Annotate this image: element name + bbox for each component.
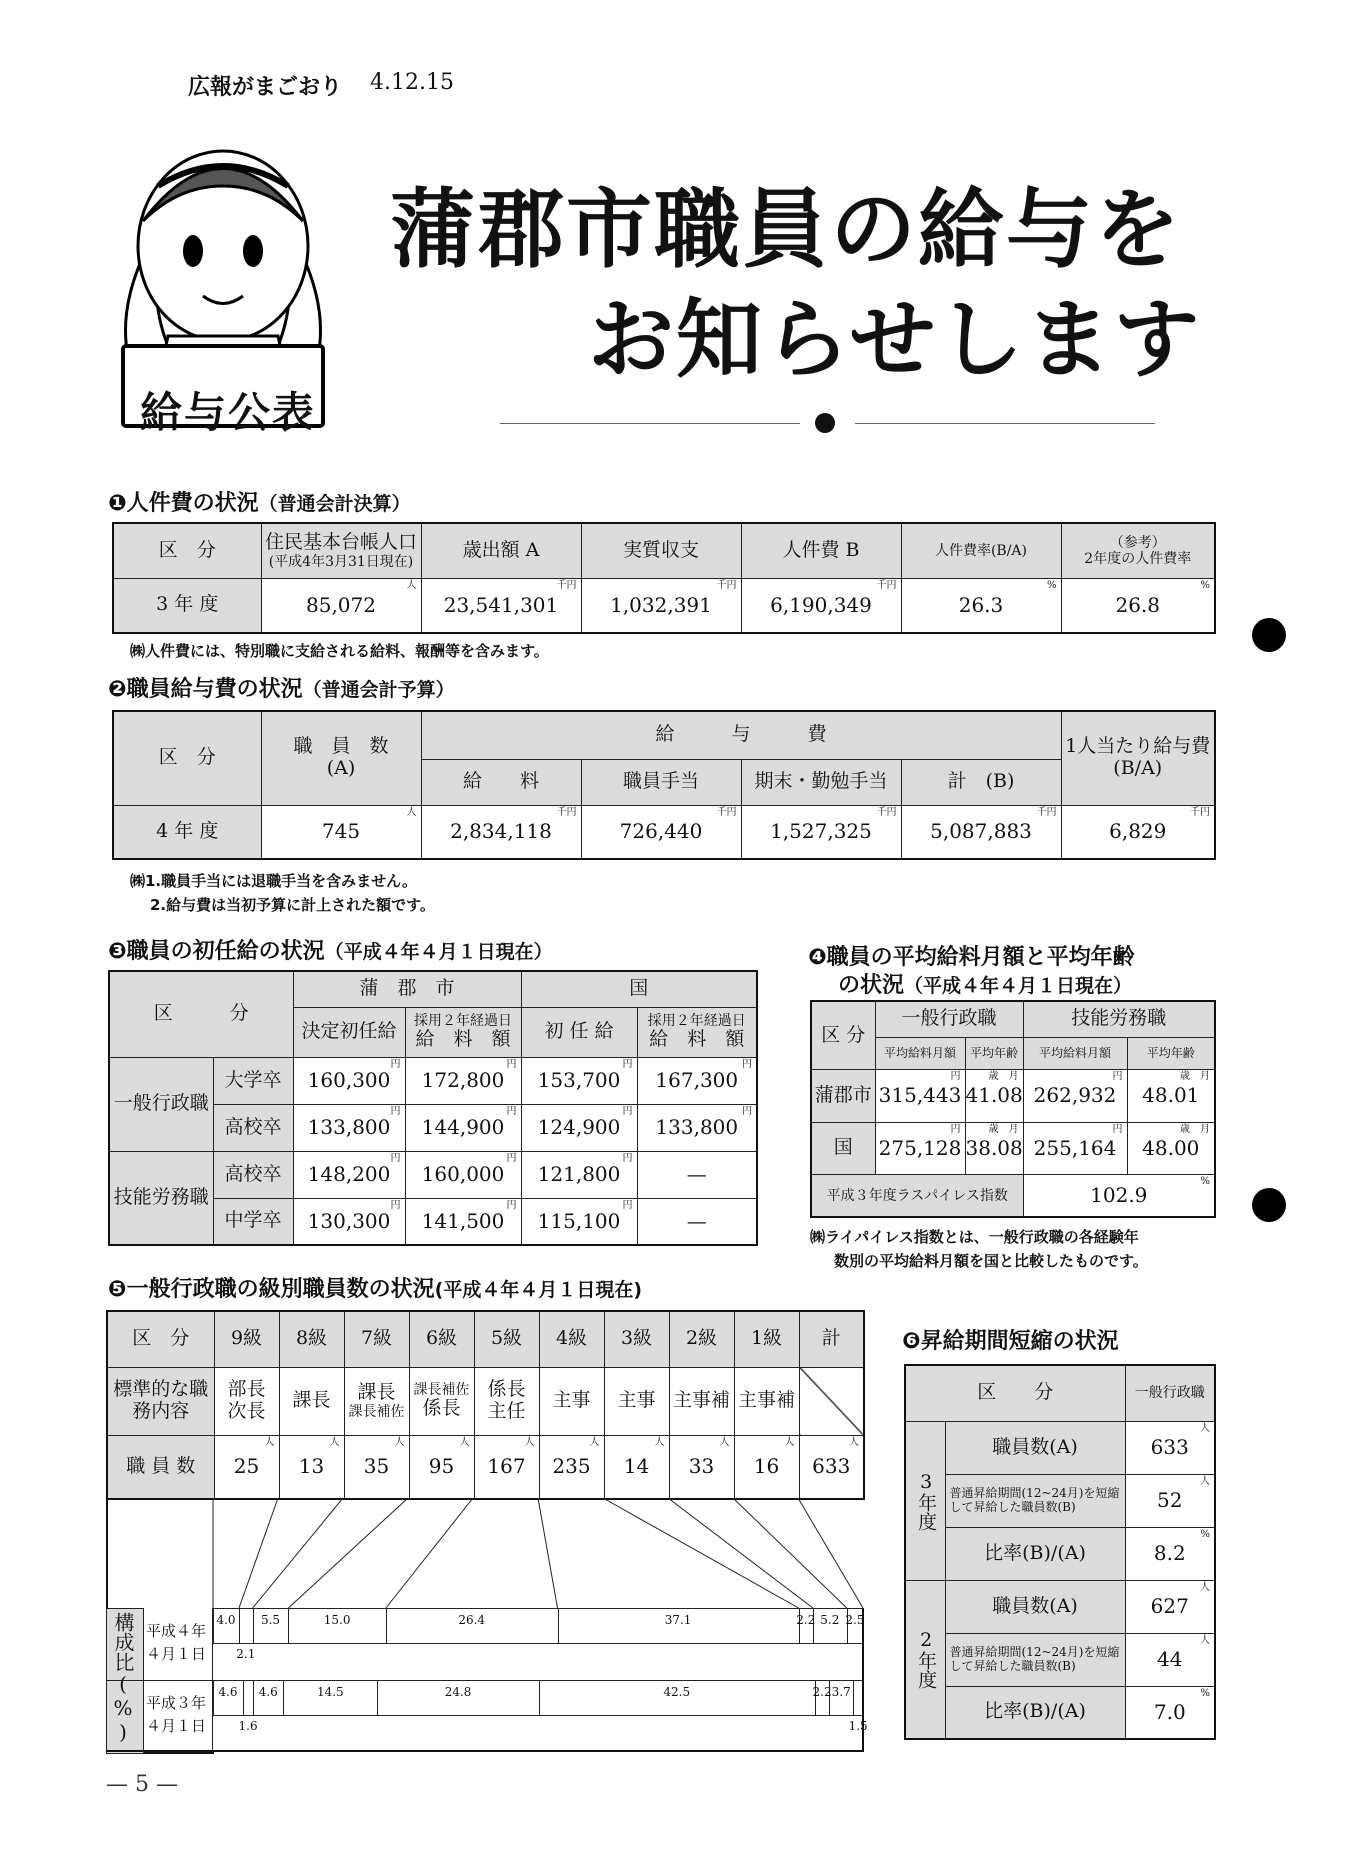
s3-h-kubun: 区 分 [109,971,293,1057]
page-title-line1: 蒲郡市職員の給与を [390,180,1182,280]
s5-count: 人 235 [539,1435,604,1499]
s1-row-label: 3 年 度 [113,578,261,633]
ratio-segment-label: 24.8 [444,1685,472,1699]
s2-row-label: 4 年 度 [113,805,261,859]
s1-population: 人 85,072 [261,578,421,633]
s2-teate: 千円 726,440 [581,805,741,859]
publication-name: 広報がまごおり [188,75,343,100]
ratio-segment-label: 5.2 [820,1613,840,1627]
ratio-segment-label: 15.0 [323,1613,351,1627]
s3-cell: 円 172,800 [405,1057,521,1104]
s3-h-saiyo-nation: 採用２年経過日 給 料 額 [637,1007,757,1057]
s5-count: 人 13 [279,1435,344,1499]
s5-title: ❺一般行政職の級別職員数の状況(平成４年４月１日現在) [108,1277,643,1302]
s5-grade: 8級 [279,1311,344,1367]
ratio-segment-label: 14.5 [316,1685,344,1699]
s6-row-key: 普通昇給期間(12~24月)を短縮して昇給した職員数(B) [945,1474,1125,1527]
s2-staff: 人 745 [261,805,421,859]
s6-title: ❻昇給期間短縮の状況 [902,1329,1119,1354]
s1-h-personnel: 人件費 B [741,523,901,578]
s3-cell: 円 133,800 [293,1104,405,1151]
s6-row-val: 人 52 [1125,1474,1215,1527]
s1-expenditure: 千円 23,541,301 [421,578,581,633]
s4-cell: 歳 月 38.08 [965,1122,1023,1174]
s5-ratio-row-label: 平成４年 ４月１日 [146,1622,207,1663]
ratio-connector-line [733,1498,847,1608]
s3-cell: 円 148,200 [293,1151,405,1198]
ratio-segment-label: 4.0 [216,1613,236,1627]
s4-row-label: 蒲郡市 [811,1070,875,1122]
s4-cell: 歳 月 41.08 [965,1070,1023,1122]
ratio-segment-label: 2.2 [812,1685,832,1699]
s2-h-kimatsu: 期末・勤勉手当 [741,759,901,805]
s2-title: ❷職員給与費の状況（普通会計予算） [108,677,455,702]
s2-h-salary-cost: 給 与 費 [421,711,1061,759]
s5-count: 人 35 [344,1435,409,1499]
s5-count-label: 職 員 数 [107,1435,214,1499]
s4-laspeyres-label: 平成３年度ラスパイレス指数 [811,1175,1023,1217]
ratio-connector-line [288,1498,408,1608]
s5-grade: 2級 [669,1311,734,1367]
s6-year-label: 3年度 [905,1421,945,1580]
s6-year-label: 2年度 [905,1580,945,1739]
s5-ratio-row-label: 平成３年 ４月１日 [146,1694,207,1735]
s3-cell: 円 115,100 [521,1198,637,1245]
s6-row-val: 人 44 [1125,1633,1215,1686]
ratio-connector-line [538,1498,558,1608]
s4-laspeyres-value: % 102.9 [1023,1175,1215,1217]
ratio-connector-line [253,1498,343,1608]
s4-h-avg-age: 平均年齢 [965,1037,1023,1069]
s1-ref-rate: % 26.8 [1061,578,1215,633]
s3-h-city: 蒲 郡 市 [293,971,521,1007]
s3-cell: 円 133,800 [637,1104,757,1151]
s4-h-kubun: 区 分 [811,1001,875,1070]
s4-cell: 円 255,164 [1023,1122,1127,1174]
s4-h-avg-salary: 平均給料月額 [1023,1037,1127,1069]
s4-cell: 歳 月 48.00 [1127,1122,1215,1174]
s3-edu: 高校卒 [213,1104,293,1151]
s1-h-balance: 実質収支 [581,523,741,578]
s4-row-label: 国 [811,1122,875,1174]
s5-grade: 7級 [344,1311,409,1367]
s6-row-val: 人 633 [1125,1421,1215,1474]
s1-h-rate: 人件費率(B/A) [901,523,1061,578]
s5-duty: 課長補佐 係長 [409,1367,474,1435]
ratio-connector-line [239,1498,278,1608]
s5-count: 人 14 [604,1435,669,1499]
s1-h-expenditure: 歳出額 A [421,523,581,578]
ratio-connector-line [668,1498,813,1608]
s4-title-line2: の状況（平成４年４月１日現在） [838,973,1133,998]
s5-count: 人 25 [214,1435,279,1499]
s6-table [904,1364,1216,1740]
s2-kyuryo: 千円 2,834,118 [421,805,581,859]
s2-h-kyuryo: 給 料 [421,759,581,805]
s3-cell: 円 160,000 [405,1151,521,1198]
s5-count: 人 633 [799,1435,864,1499]
ratio-segment-label: 4.6 [258,1685,278,1699]
s3-cell: — [637,1198,757,1245]
s3-cell: 円 124,900 [521,1104,637,1151]
s6-row-key: 普通昇給期間(12~24月)を短縮して昇給した職員数(B) [945,1633,1125,1686]
ratio-connector-line [603,1498,799,1608]
page-title-line2: お知らせします [588,290,1202,390]
ratio-segment-label: 42.5 [663,1685,691,1699]
s2-h-per-person: 1人当たり給与費 (B/A) [1061,711,1215,805]
badge-label: 給与公表 [140,388,317,437]
s5-duty: 主事補 [669,1367,734,1435]
s1-personnel: 千円 6,190,349 [741,578,901,633]
s5-grade: 5級 [474,1311,539,1367]
s3-cell: 円 160,300 [293,1057,405,1104]
s5-duty: 主事補 [734,1367,799,1435]
ratio-segment-label: 4.6 [218,1685,238,1699]
s6-row-key: 比率(B)/(A) [945,1686,1125,1739]
s3-cell: — [637,1151,757,1198]
s5-grade: 計 [799,1311,864,1367]
s3-cell: 円 130,300 [293,1198,405,1245]
s2-h-teate: 職員手当 [581,759,741,805]
s2-h-total: 計 (B) [901,759,1061,805]
s4-h-avg-salary: 平均給料月額 [875,1037,965,1069]
s3-cell: 円 121,800 [521,1151,637,1198]
s6-h-kubun: 区 分 [905,1365,1125,1421]
s3-group-ippan: 一般行政職 [109,1057,213,1151]
s5-duty: 部長 次長 [214,1367,279,1435]
s4-note-2: 数別の平均給料月額を国と比較したものです。 [834,1252,1148,1270]
s3-cell: 円 167,300 [637,1057,757,1104]
s5-duty: 課長 [279,1367,344,1435]
s5-grade: 3級 [604,1311,669,1367]
s2-total: 千円 5,087,883 [901,805,1061,859]
ratio-segment-label: 26.4 [458,1613,486,1627]
s3-group-gino: 技能労務職 [109,1151,213,1245]
s5-duty: 課長 課長補佐 [344,1367,409,1435]
s5-grade: 4級 [539,1311,604,1367]
s1-balance: 千円 1,032,391 [581,578,741,633]
s5-grade: 1級 [734,1311,799,1367]
ratio-connector-line [386,1498,473,1608]
s5-duty: 係長 主任 [474,1367,539,1435]
page-number: — 5 — [106,1772,178,1797]
ratio-segment-label: 37.1 [664,1613,692,1627]
publication-date: 4.12.15 [370,70,454,95]
s6-row-key: 職員数(A) [945,1580,1125,1633]
s4-cell: 円 262,932 [1023,1070,1127,1122]
s1-h-ref: （参考） 2年度の人件費率 [1061,523,1215,578]
s3-cell: 円 153,700 [521,1057,637,1104]
s6-row-val: % 7.0 [1125,1686,1215,1739]
s3-title: ❸職員の初任給の状況（平成４年４月１日現在） [108,939,553,964]
s2-kimatsu: 千円 1,527,325 [741,805,901,859]
s1-h-kubun: 区 分 [113,523,261,578]
s5-duty-label: 標準的な職務内容 [107,1367,214,1435]
s3-cell: 円 141,500 [405,1198,521,1245]
s1-note: ㈱人件費には、特別職に支給される給料、報酬等を含みます。 [130,642,549,660]
s4-cell: 円 275,128 [875,1122,965,1174]
s1-rate: % 26.3 [901,578,1061,633]
s5-count: 人 33 [669,1435,734,1499]
s2-per-person: 千円 6,829 [1061,805,1215,859]
s4-note-1: ㈱ライパイレス指数とは、一般行政職の各経験年 [810,1228,1139,1246]
s5-duty: 主事 [604,1367,669,1435]
ratio-segment-label: 2.1 [236,1647,256,1661]
s6-row-key: 職員数(A) [945,1421,1125,1474]
s4-cell: 円 315,443 [875,1070,965,1122]
s3-edu: 中学卒 [213,1198,293,1245]
s2-note-1: ㈱1.職員手当には退職手当を含みません。 [130,872,418,890]
s5-grade: 9級 [214,1311,279,1367]
s6-row-val: 人 627 [1125,1580,1215,1633]
s5-count: 人 16 [734,1435,799,1499]
s4-cell: 歳 月 48.01 [1127,1070,1215,1122]
ratio-segment-label: 1.5 [848,1719,868,1733]
s4-h-gino: 技能労務職 [1023,1001,1215,1037]
s3-h-saiyo-city: 採用２年経過日 給 料 額 [405,1007,521,1057]
s4-h-ippan: 一般行政職 [875,1001,1023,1037]
s4-title-line1: ❹職員の平均給料月額と平均年齢 [808,945,1135,970]
s5-grade: 区 分 [107,1311,214,1367]
s3-edu: 大学卒 [213,1057,293,1104]
s2-h-staff: 職 員 数 (A) [261,711,421,805]
s4-h-avg-age: 平均年齢 [1127,1037,1215,1069]
s3-h-shoninkyu: 初 任 給 [521,1007,637,1057]
ratio-segment-label: 1.6 [238,1719,258,1733]
s5-count: 人 95 [409,1435,474,1499]
s5-duty: 主事 [539,1367,604,1435]
ratio-segment-label: 2.5 [845,1613,865,1627]
ratio-connector-line [798,1498,863,1608]
s3-h-nation: 国 [521,971,757,1007]
s5-ratio-label: 構成比(%) [111,1612,135,1744]
ratio-segment-label: 3.7 [831,1685,851,1699]
s2-note-2: 2.給与費は当初予算に計上された額です。 [150,896,435,914]
s5-grade: 6級 [409,1311,474,1367]
ratio-segment-label: 2.2 [796,1613,816,1627]
s3-cell: 円 144,900 [405,1104,521,1151]
s2-h-kubun: 区 分 [113,711,261,805]
s6-h-ippan: 一般行政職 [1125,1365,1215,1421]
s3-h-kettei: 決定初任給 [293,1007,405,1057]
s6-row-key: 比率(B)/(A) [945,1527,1125,1580]
s6-row-val: % 8.2 [1125,1527,1215,1580]
s1-h-population: 住民基本台帳人口 (平成4年3月31日現在) [261,523,421,578]
s1-title: ❶人件費の状況（普通会計決算） [108,491,411,516]
ratio-segment-label: 5.5 [260,1613,281,1627]
s5-count: 人 167 [474,1435,539,1499]
s3-edu: 高校卒 [213,1151,293,1198]
